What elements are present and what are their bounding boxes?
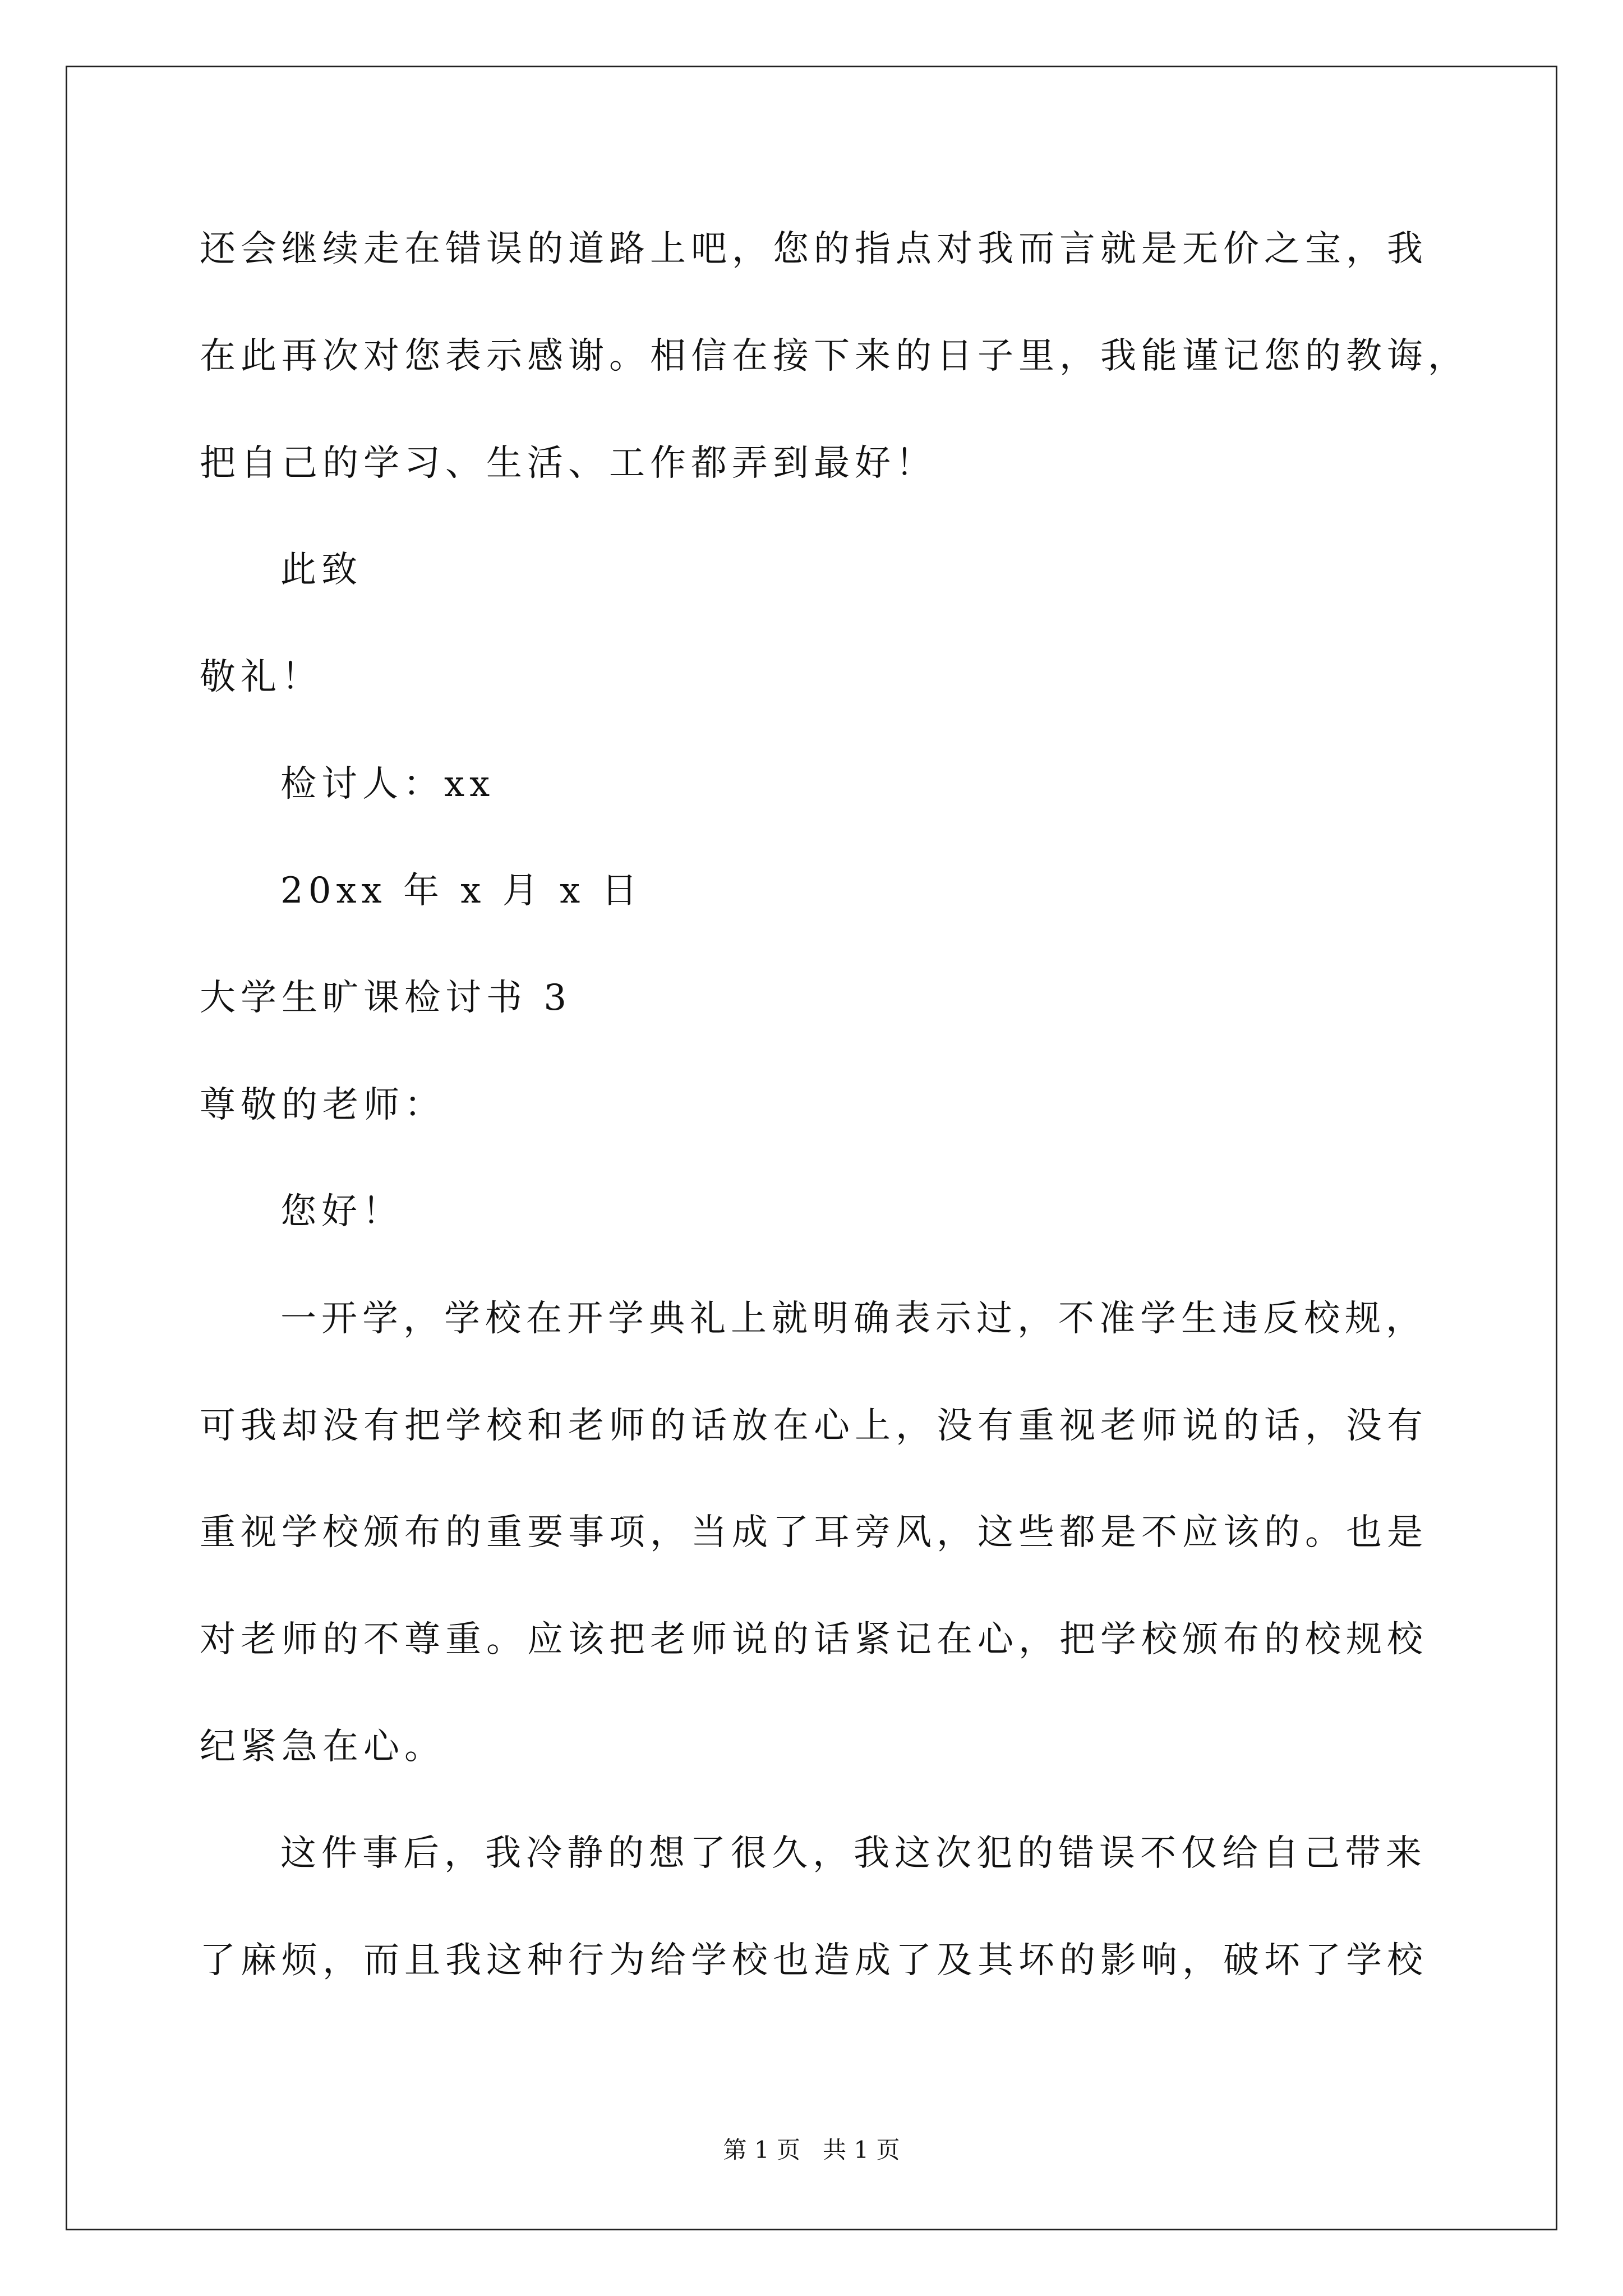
signature-line: 检讨人：xx — [280, 763, 495, 805]
body-line: 可我却没有把学校和老师的话放在心上，没有重视老师说的话，没有 — [200, 1405, 1428, 1447]
paragraph-line: 在此再次对您表示感谢。相信在接下来的日子里，我能谨记您的教诲， — [200, 335, 1469, 377]
greeting-line: 尊敬的老师： — [200, 1084, 445, 1126]
body-line: 一开学，学校在开学典礼上就明确表示过，不准学生违反校规， — [280, 1298, 1427, 1340]
paragraph-line: 还会继续走在错误的道路上吧，您的指点对我而言就是无价之宝，我 — [200, 228, 1428, 270]
body-line: 重视学校颁布的重要事项，当成了耳旁风，这些都是不应该的。也是 — [200, 1512, 1428, 1553]
date-line: 20xx 年 x 月 x 日 — [280, 870, 643, 912]
body-line: 了麻烦，而且我这种行为给学校也造成了及其坏的影响，破坏了学校 — [200, 1940, 1428, 1981]
page-frame — [66, 66, 1557, 2230]
page-footer: 第 1 页 共 1 页 — [723, 2136, 900, 2164]
body-line: 对老师的不尊重。应该把老师说的话紧记在心，把学校颁布的校规校 — [200, 1619, 1428, 1660]
hello-line: 您好！ — [280, 1191, 403, 1232]
body-line: 纪紧急在心。 — [200, 1726, 445, 1768]
salute-line: 敬礼！ — [200, 656, 322, 698]
section-title: 大学生旷课检讨书 3 — [200, 977, 572, 1019]
closing-line: 此致 — [280, 549, 362, 591]
paragraph-line: 把自己的学习、生活、工作都弄到最好！ — [200, 443, 937, 484]
body-line: 这件事后，我冷静的想了很久，我这次犯的错误不仅给自己带来 — [280, 1833, 1427, 1874]
